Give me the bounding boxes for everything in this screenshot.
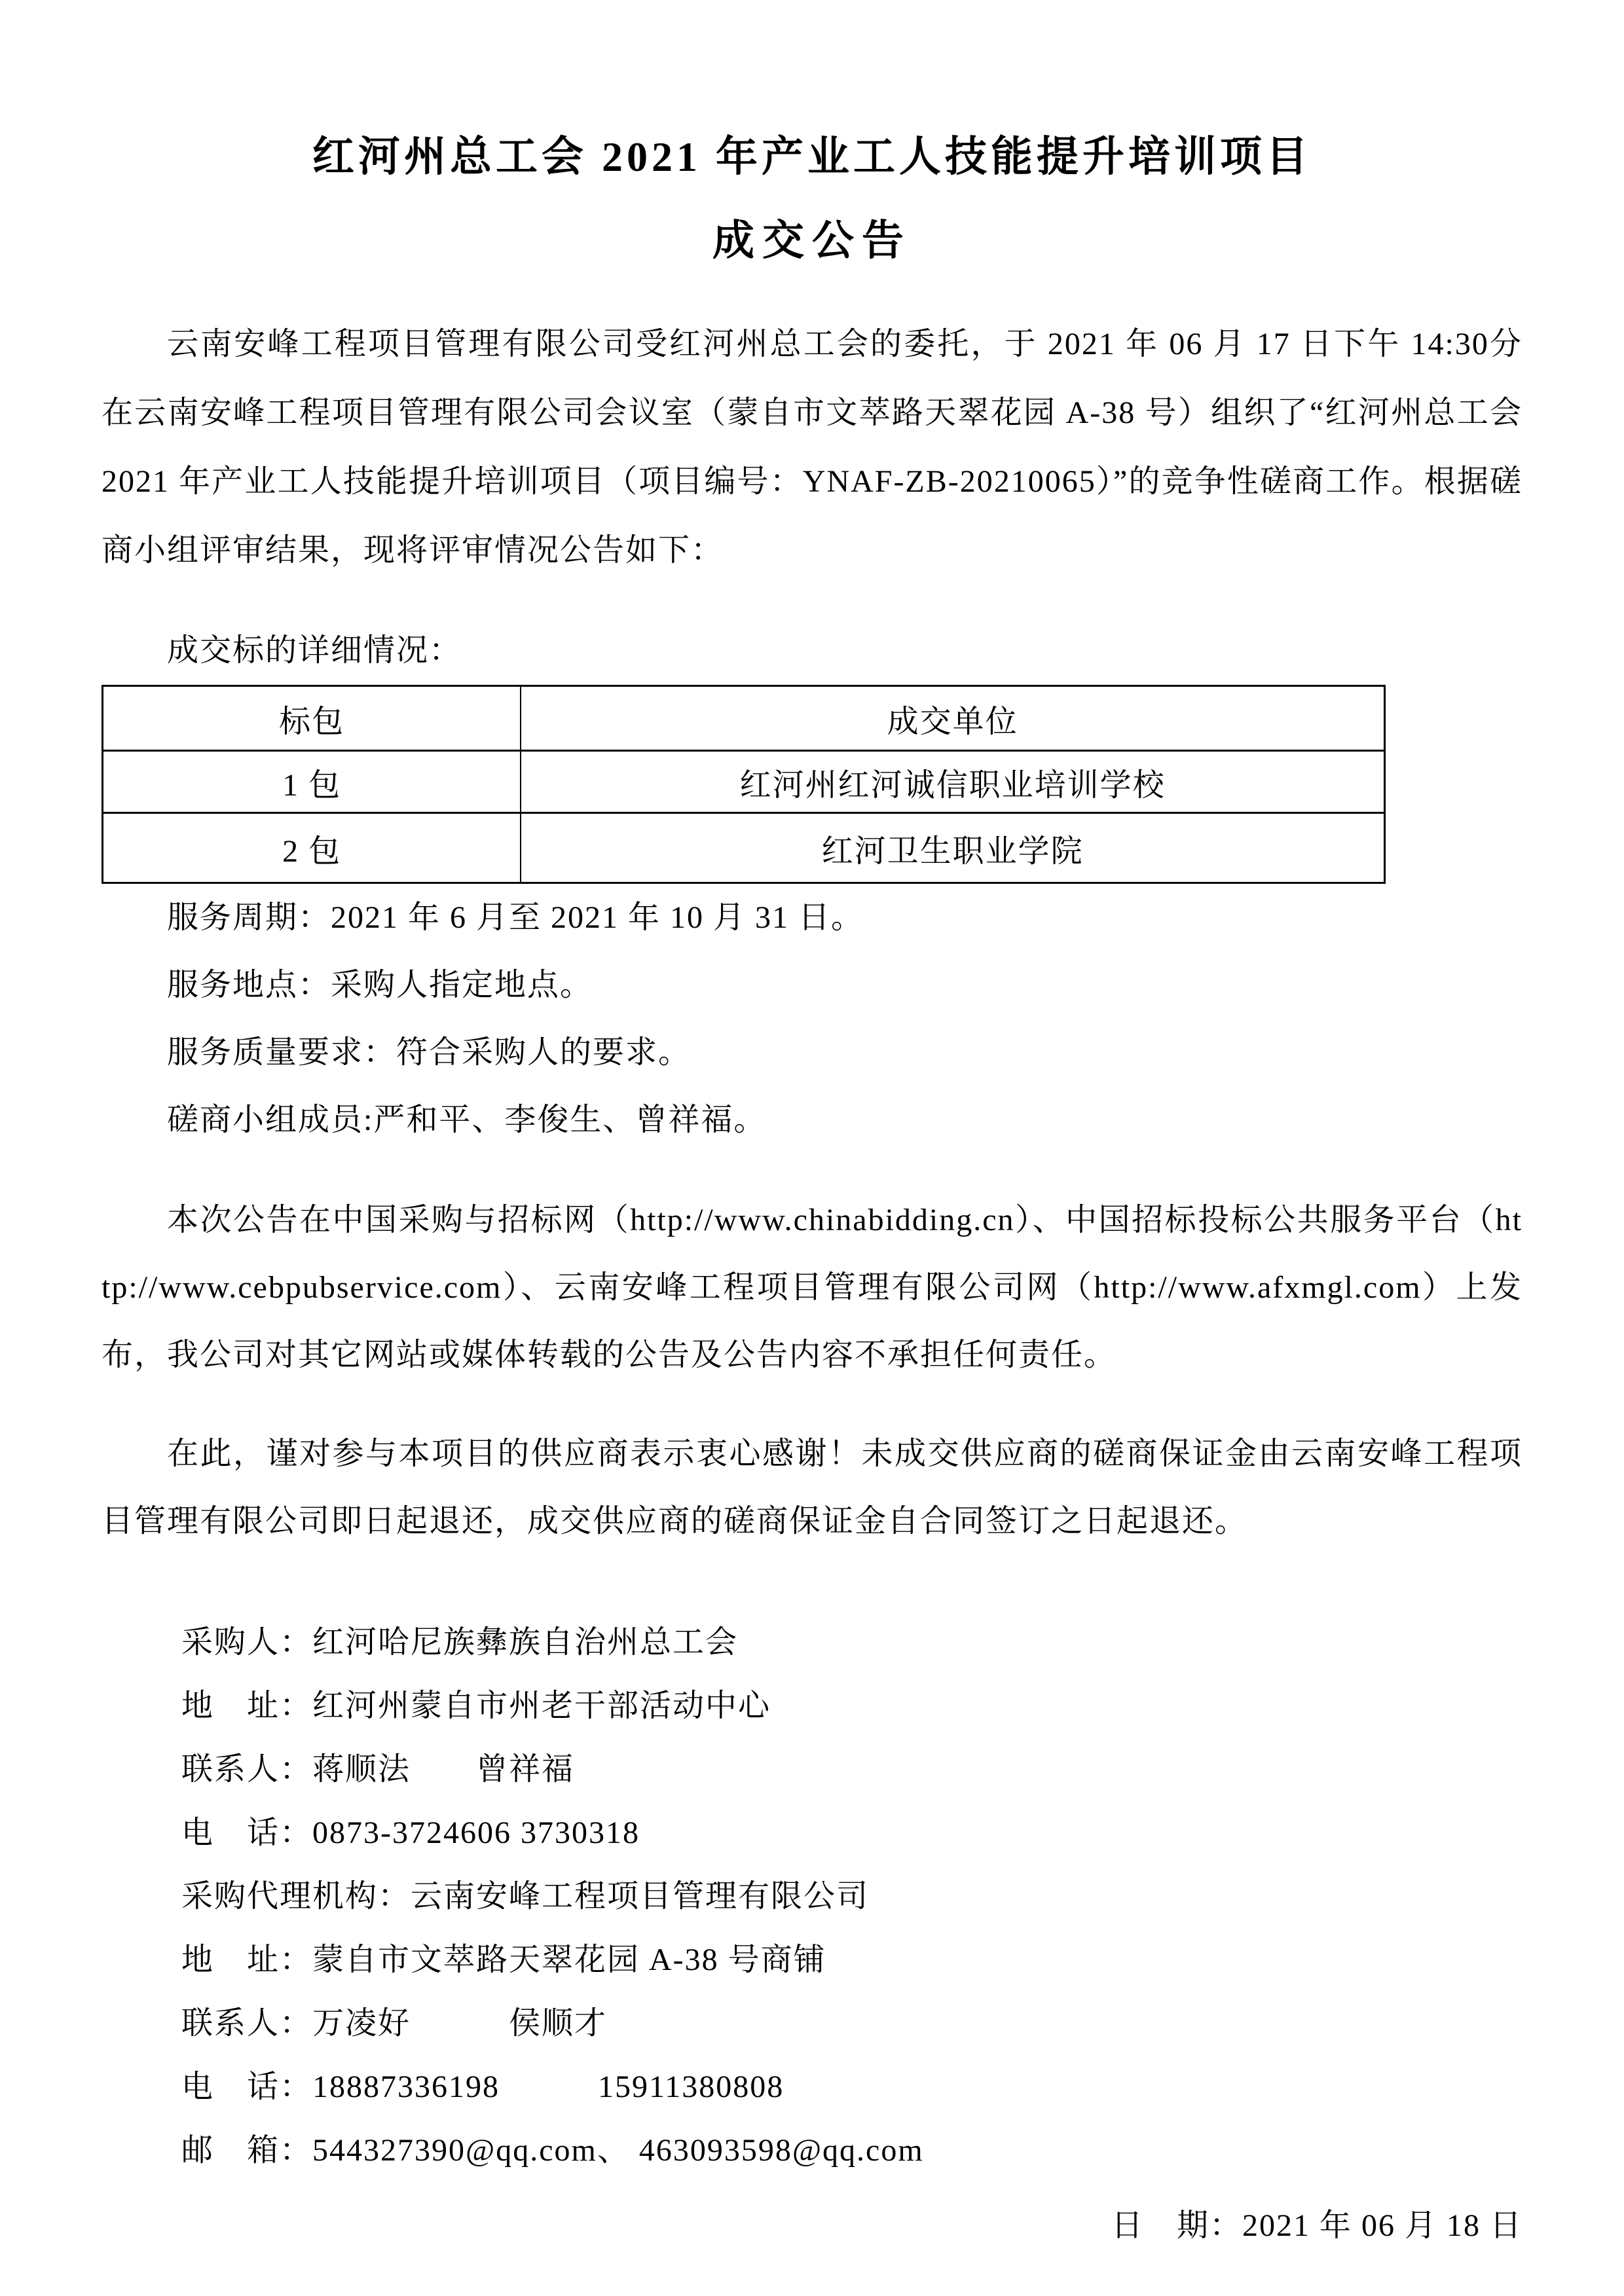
contact-line-agency-phone: 电 话：18887336198 15911380808 — [181, 2069, 784, 2104]
winner-cell: 红河卫生职业学院 — [521, 813, 1384, 883]
table-header-winner: 成交单位 — [521, 686, 1384, 751]
package-cell: 2 包 — [103, 813, 521, 883]
table-row — [103, 813, 1385, 883]
section-label-award-details: 成交标的详细情况： — [167, 633, 462, 668]
service-details-block — [101, 884, 1522, 1154]
award-table-header-row — [103, 686, 1385, 751]
contact-line-purchaser: 采购人：红河哈尼族彝族自治州总工会 — [181, 1625, 739, 1660]
award-table — [101, 685, 1386, 884]
date-line: 日 期：2021 年 06 月 18 日 — [1111, 2208, 1522, 2243]
contact-line-purchaser-phone: 电 话：0873-3724606 3730318 — [181, 1815, 640, 1850]
contact-line-agency: 采购代理机构：云南安峰工程项目管理有限公司 — [181, 1879, 870, 1914]
page-title-line1: 红河州总工会 2021 年产业工人技能提升培训项目 — [312, 134, 1312, 180]
page-title-line2: 成交公告 — [712, 217, 912, 264]
service-location-line: 服务地点：采购人指定地点。 — [167, 968, 593, 1002]
contact-line-purchaser-address: 地 址：红河州蒙自市州老干部活动中心 — [181, 1688, 771, 1723]
intro-paragraph: 云南安峰工程项目管理有限公司受红河州总工会的委托，于 2021 年 06 月 17 日下午 14:30分在云南安峰工程项目管理有限公司会议室（蒙自市文萃路天翠花园 A-38 号）组织了“红河州总工会 2021 年产业工人技能提升培训项目（项目编号：YNAF-ZB-20210065）”的竞争性磋商工作。根据磋商小组评审结果，现将评审情况公告如下： — [101, 327, 1522, 568]
panel-members-line: 磋商小组成员:严和平、李俊生、曾祥福。 — [167, 1102, 767, 1137]
table-row — [103, 751, 1385, 813]
contact-line-purchaser-contacts: 联系人：蒋顺法 曾祥福 — [181, 1752, 575, 1787]
winner-cell: 红河州红河诚信职业培训学校 — [521, 751, 1384, 813]
table-header-package: 标包 — [103, 686, 521, 751]
package-cell: 1 包 — [103, 751, 521, 813]
contact-line-agency-email: 邮 箱：544327390@qq.com、 463093598@qq.com — [181, 2133, 924, 2168]
service-quality-line: 服务质量要求：符合采购人的要求。 — [167, 1035, 692, 1070]
contact-line-agency-contacts: 联系人：万凌好 侯顺才 — [181, 2006, 608, 2041]
publish-paragraph: 本次公告在中国采购与招标网（http://www.chinabidding.cn）、中国招标投标公共服务平台（http://www.cebpubservice.com）、云南安峰工程项目管理有限公司网（http://www.afxmgl.com）上发布，我公司对其它网站或媒体转载的公告及公告内容不承担任何责任。 — [101, 1203, 1522, 1372]
thanks-paragraph: 在此，谨对参与本项目的供应商表示衷心感谢！未成交供应商的磋商保证金由云南安峰工程项目管理有限公司即日起退还，成交供应商的磋商保证金自合同签订之日起退还。 — [101, 1436, 1522, 1539]
service-period-line: 服务周期：2021 年 6 月至 2021 年 10 月 31 日。 — [167, 900, 864, 935]
contact-line-agency-address: 地 址：蒙自市文萃路天翠花园 A-38 号商铺 — [181, 1942, 826, 1977]
contact-info-block — [101, 1611, 1522, 2182]
